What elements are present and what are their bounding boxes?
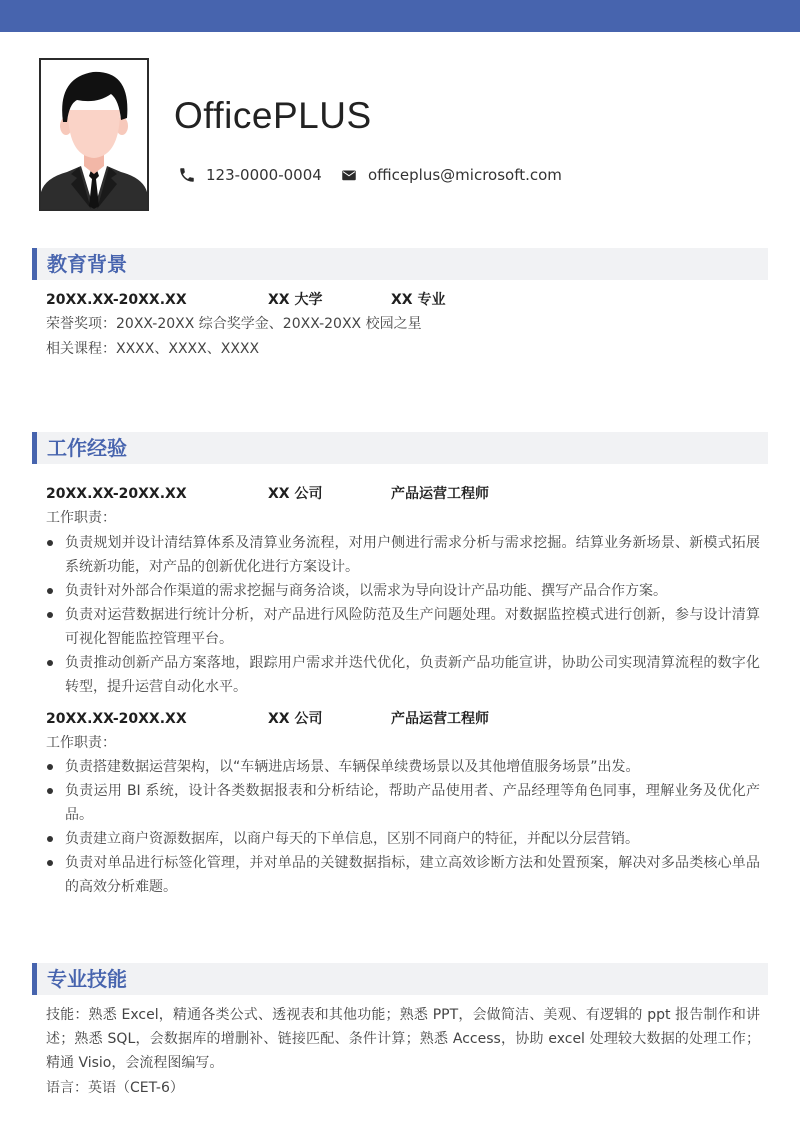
job-title: 产品运营工程师	[391, 486, 489, 502]
skills-text: 技能：熟悉 Excel，精通各类公式、透视表和其他功能；熟悉 PPT，会做简洁、美观、有逻辑的 ppt 报告制作和讲述；熟悉 SQL，会数据库的增删补、链接匹配、条件计算；熟悉 Access，协助 excel 处理较大数据的处理工作；精通 Visio，会流程图编写。	[46, 1007, 760, 1071]
job-company: XX 公司	[268, 486, 323, 502]
bullet-dot	[47, 764, 53, 770]
language-text: 语言：英语（CET-6）	[46, 1080, 184, 1096]
list-item-text: 负责对单品进行标签化管理，并对单品的关键数据指标，建立高效诊断方法和处置预案，解决对多品类核心单品的高效分析难题。	[65, 855, 760, 895]
education-honors: 荣誉奖项：20XX-20XX 综合奖学金、20XX-20XX 校园之星	[46, 316, 422, 332]
heading-accent-bar	[32, 432, 37, 464]
contact-phone	[178, 164, 322, 186]
bullet-dot	[47, 836, 53, 842]
education-date: 20XX.XX-20XX.XX	[46, 292, 187, 308]
education-courses: 相关课程：XXXX、XXXX、XXXX	[46, 341, 260, 357]
job-date: 20XX.XX-20XX.XX	[46, 711, 187, 727]
duty-label: 工作职责：	[46, 510, 116, 526]
section-heading-work	[32, 432, 768, 464]
phone-number: 123-0000-0004	[206, 166, 322, 184]
phone-icon	[178, 166, 196, 184]
contact-email	[340, 164, 562, 186]
candidate-name: OfficePLUS	[174, 95, 372, 136]
education-major: XX 专业	[391, 292, 446, 308]
list-item-text: 负责对运营数据进行统计分析，对产品进行风险防范及生产问题处理。对数据监控模式进行创新，参与设计清算可视化智能监控管理平台。	[65, 607, 760, 647]
top-accent-bar	[0, 0, 800, 32]
list-item-text: 负责建立商户资源数据库，以商户每天的下单信息，区别不同商户的特征，并配以分层营销。	[65, 831, 639, 847]
duty-label: 工作职责：	[46, 735, 116, 751]
list-item-text: 负责搭建数据运营架构，以“车辆进店场景、车辆保单续费场景以及其他增值服务场景”出发。	[65, 759, 640, 775]
list-item-text: 负责运用 BI 系统，设计各类数据报表和分析结论，帮助产品使用者、产品经理等角色同事，理解业务及优化产品。	[65, 783, 760, 823]
job-title: 产品运营工程师	[391, 711, 489, 727]
job-date: 20XX.XX-20XX.XX	[46, 486, 187, 502]
list-item-text: 负责针对外部合作渠道的需求挖掘与商务洽谈，以需求为导向设计产品功能、撰写产品合作方案。	[65, 583, 667, 599]
mail-icon	[340, 166, 358, 184]
bullet-dot	[47, 612, 53, 618]
bullet-dot	[47, 660, 53, 666]
list-item-text: 负责规划并设计清结算体系及清算业务流程，对用户侧进行需求分析与需求挖掘。结算业务新场景、新模式拓展系统新功能，对产品的创新优化进行方案设计。	[65, 535, 760, 575]
bullet-dot	[47, 860, 53, 866]
heading-accent-bar	[32, 963, 37, 995]
section-title: 专业技能	[47, 967, 127, 991]
heading-accent-bar	[32, 248, 37, 280]
email-address: officeplus@microsoft.com	[368, 166, 562, 184]
education-school: XX 大学	[268, 292, 323, 308]
profile-photo	[39, 58, 149, 211]
avatar-illustration	[41, 60, 147, 209]
section-heading-education	[32, 248, 768, 280]
section-title: 教育背景	[47, 252, 127, 276]
bullet-dot	[47, 788, 53, 794]
job-company: XX 公司	[268, 711, 323, 727]
section-title: 工作经验	[47, 436, 127, 460]
list-item-text: 负责推动创新产品方案落地，跟踪用户需求并迭代优化，负责新产品功能宣讲，协助公司实现清算流程的数字化转型，提升运营自动化水平。	[65, 655, 760, 695]
bullet-dot	[47, 540, 53, 546]
bullet-dot	[47, 588, 53, 594]
section-heading-skills	[32, 963, 768, 995]
